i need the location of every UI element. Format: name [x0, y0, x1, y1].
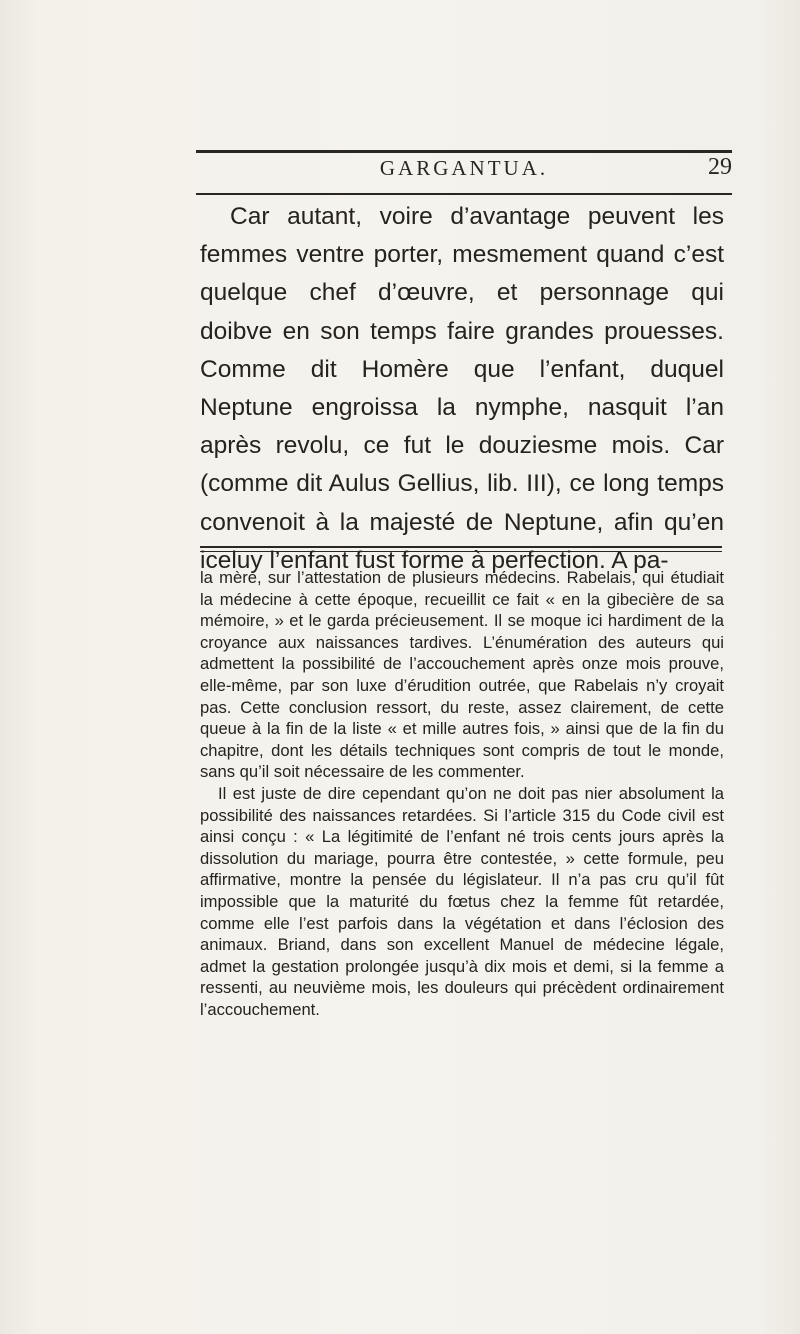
footnotes: [200, 567, 724, 1020]
header-rule-bottom: [196, 193, 732, 195]
footnote-rule-bottom: [200, 551, 722, 552]
footnote-paragraph: Il est juste de dire cependant qu’on ne doit pas nier absolument la possibilité des naissances retardées. Si l’article 315 du Code civil est ainsi conçu : « La légitimité de l’enfant né trois cents jours après la dissolution du mariage, pourra être contestée, » cette formule, peu affirmative, montre la pensée du législateur. Il n’a pas cru qu’il fût impossible que la maturité du fœtus chez la femme fût retardée, comme elle l’est parfois dans la végétation et dans l’éclosion des animaux. Briand, dans son excellent Manuel de médecine légale, admet la gestation prolongée jusqu’à dix mois et demi, si la femme a ressenti, au neuvième mois, les douleurs qui précèdent ordinairement l’accouchement.: [200, 783, 724, 1019]
running-title: GARGANTUA.: [379, 156, 549, 180]
page-number: 29: [708, 154, 732, 180]
footnote-rule-top: [200, 546, 722, 548]
main-text: Car autant, voire d’avantage peuvent les femmes ventre porter, mesmement quand c’est quelque chef d’œuvre, et personnage qui doibve en son temps faire grandes prouesses. Comme dit Homère que l’enfant, duquel Neptune engroissa la nymphe, nasquit l’an après revolu, ce fut le douziesme mois. Car (comme dit Aulus Gellius, lib. III), ce long temps convenoit à la majesté de Neptune, afin qu’en iceluy l’enfant fust forme à perfection. A pa-: [200, 203, 724, 574]
page-header: [196, 156, 732, 190]
footnote-paragraph: la mère, sur l’attestation de plusieurs médecins. Rabelais, qui étudiait la médecine à cette époque, recueillit ce fait « en la gibecière de sa mémoire, » et le garda précieusement. Il se moque ici hardiment de la croyance aux naissances tardives. L’énumération des auteurs qui admettent la possibilité de l’accouchement après onze mois prouve, elle-même, par son luxe d’érudition outrée, que Rabelais n’y croyait pas. Cette conclusion ressort, du reste, assez clairement, de cette queue à la fin de la liste « et mille autres fois, » ainsi que de la fin du chapitre, dont les détails techniques sont compris de tout le monde, sans qu’il soit nécessaire de les commenter.: [200, 568, 724, 782]
header-rule-top: [196, 150, 732, 153]
